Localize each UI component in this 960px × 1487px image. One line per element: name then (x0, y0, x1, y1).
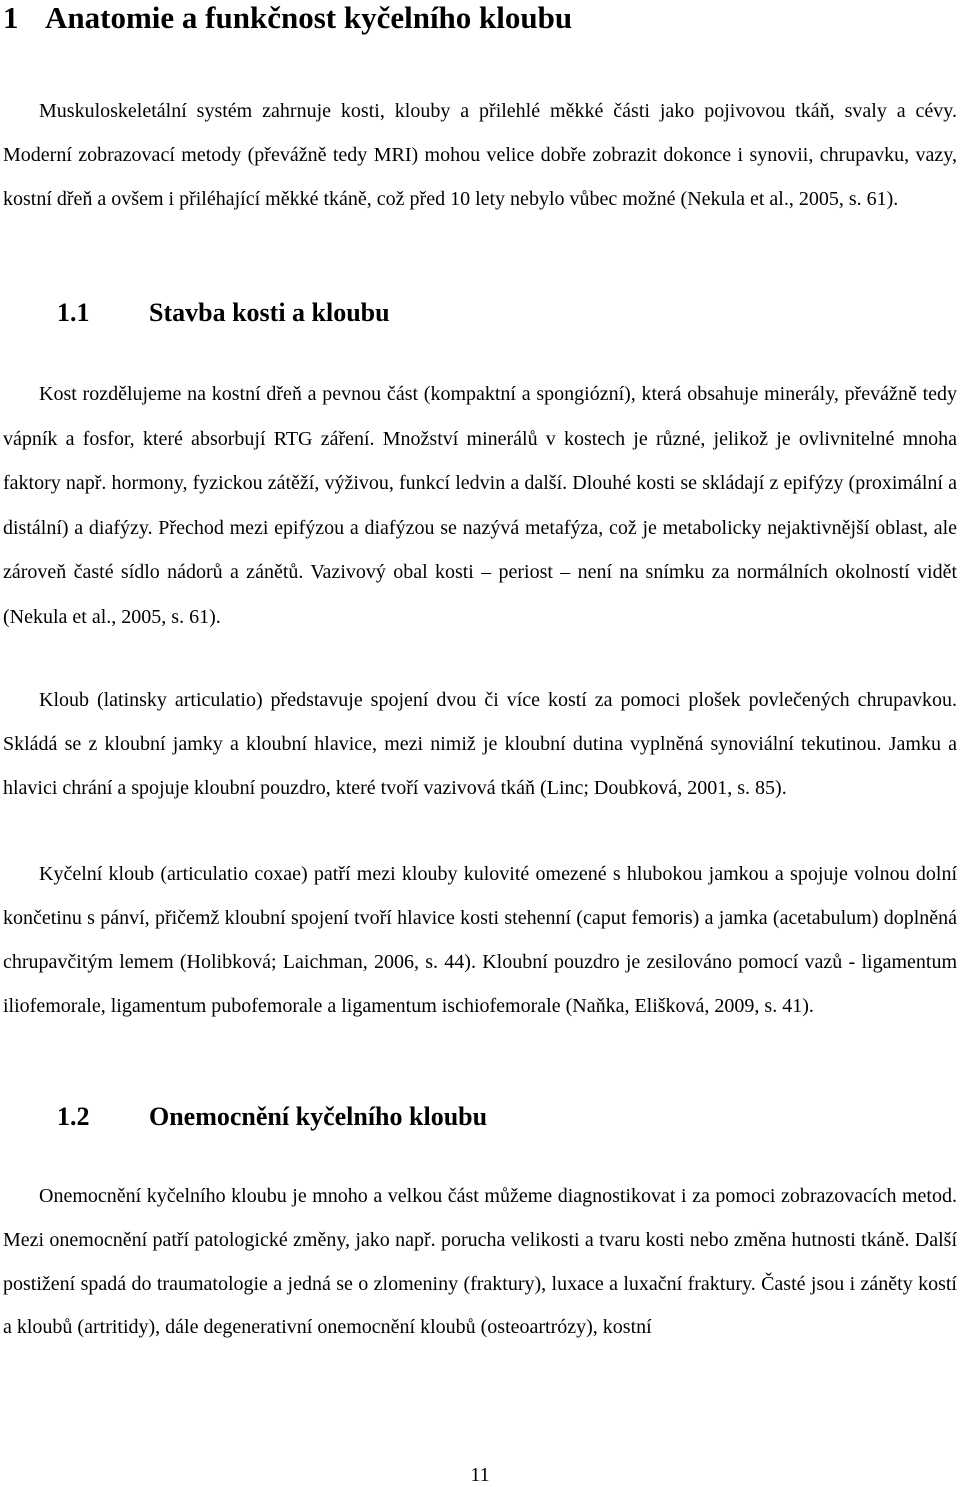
intro-paragraph (3, 89, 957, 221)
paragraph-bone-structure (3, 372, 957, 640)
paragraph-hip-diseases (3, 1175, 957, 1350)
chapter-number: 1 (3, 0, 19, 35)
chapter-title: Anatomie a funkčnost kyčelního kloubu (45, 0, 573, 35)
section-number: 1.2 (57, 1102, 90, 1131)
paragraph-text: Kloub (latinsky articulatio) představuje spojení dvou či více kostí za pomoci plošek povlečených chrupavkou. Skládá se z kloubní jamky a kloubní hlavice, mezi nimiž je kloubní dutina vyplněná synoviální tekutinou. Jamku a hlavici chrání a spojuje kloubní pouzdro, které tvoří vazivová tkáň (Linc; Doubková, 2001, s. 85). (3, 689, 957, 799)
section-heading-1-2 (57, 1101, 487, 1133)
chapter-heading (3, 0, 572, 36)
section-heading-1-1 (57, 297, 390, 329)
paragraph-text: Kost rozdělujeme na kostní dřeň a pevnou část (kompaktní a spongiózní), která obsahuje minerály, převážně tedy vápník a fosfor, které absorbují RTG záření. Množství minerálů v kostech je různé, jelikož je ovlivnitelné mnoha faktory např. hormony, fyzickou zátěží, výživou, funkcí ledvin a další. Dlouhé kosti se skládají z epifýzy (proximální a distální) a diafýzy. Přechod mezi epifýzou a diafýzou se nazývá metafýza, což je metabolicky nejaktivnější oblast, ale zároveň časté sídlo nádorů a zánětů. Vazivový obal kosti – periost – není na snímku za normálních okolností vidět (Nekula et al., 2005, s. 61). (3, 383, 957, 628)
section-title: Onemocnění kyčelního kloubu (149, 1102, 488, 1131)
paragraph-text: Onemocnění kyčelního kloubu je mnoho a velkou část můžeme diagnostikovat i za pomoci zobrazovacích metod. Mezi onemocnění patří patologické změny, jako např. porucha velikosti a tvaru kosti nebo změna hutnosti tkáně. Další postižení spadá do traumatologie a jedná se o zlomeniny (fraktury), luxace a luxační fraktury. Časté jsou i záněty kostí a kloubů (artritidy), dále degenerativní onemocnění kloubů (osteoartrózy), kostní (3, 1185, 957, 1339)
page-number: 11 (470, 1464, 490, 1486)
paragraph-text: Kyčelní kloub (articulatio coxae) patří mezi klouby kulovité omezené s hlubokou jamkou a spojuje volnou dolní končetinu s pánví, přičemž kloubní spojení tvoří hlavice kosti stehenní (caput femoris) a jamka (acetabulum) doplněná chrupavčitým lemem (Holibková; Laichman, 2006, s. 44). Kloubní pouzdro je zesilováno pomocí vazů - ligamentum iliofemorale, ligamentum pubofemorale a ligamentum ischiofemorale (Naňka, Elišková, 2009, s. 41). (3, 863, 957, 1017)
paragraph-hip-joint (3, 852, 957, 1028)
section-title: Stavba kosti a kloubu (149, 298, 390, 327)
section-number: 1.1 (57, 298, 90, 327)
paragraph-joint (3, 678, 957, 810)
intro-paragraph-text: Muskuloskeletální systém zahrnuje kosti, klouby a přilehlé měkké části jako pojivovou tkáň, svaly a cévy. Moderní zobrazovací metody (převážně tedy MRI) mohou velice dobře zobrazit dokonce i synovii, chrupavku, vazy, kostní dřeň a ovšem i přiléhající měkké tkáně, což před 10 lety nebylo vůbec možné (Nekula et al., 2005, s. 61). (3, 100, 957, 210)
